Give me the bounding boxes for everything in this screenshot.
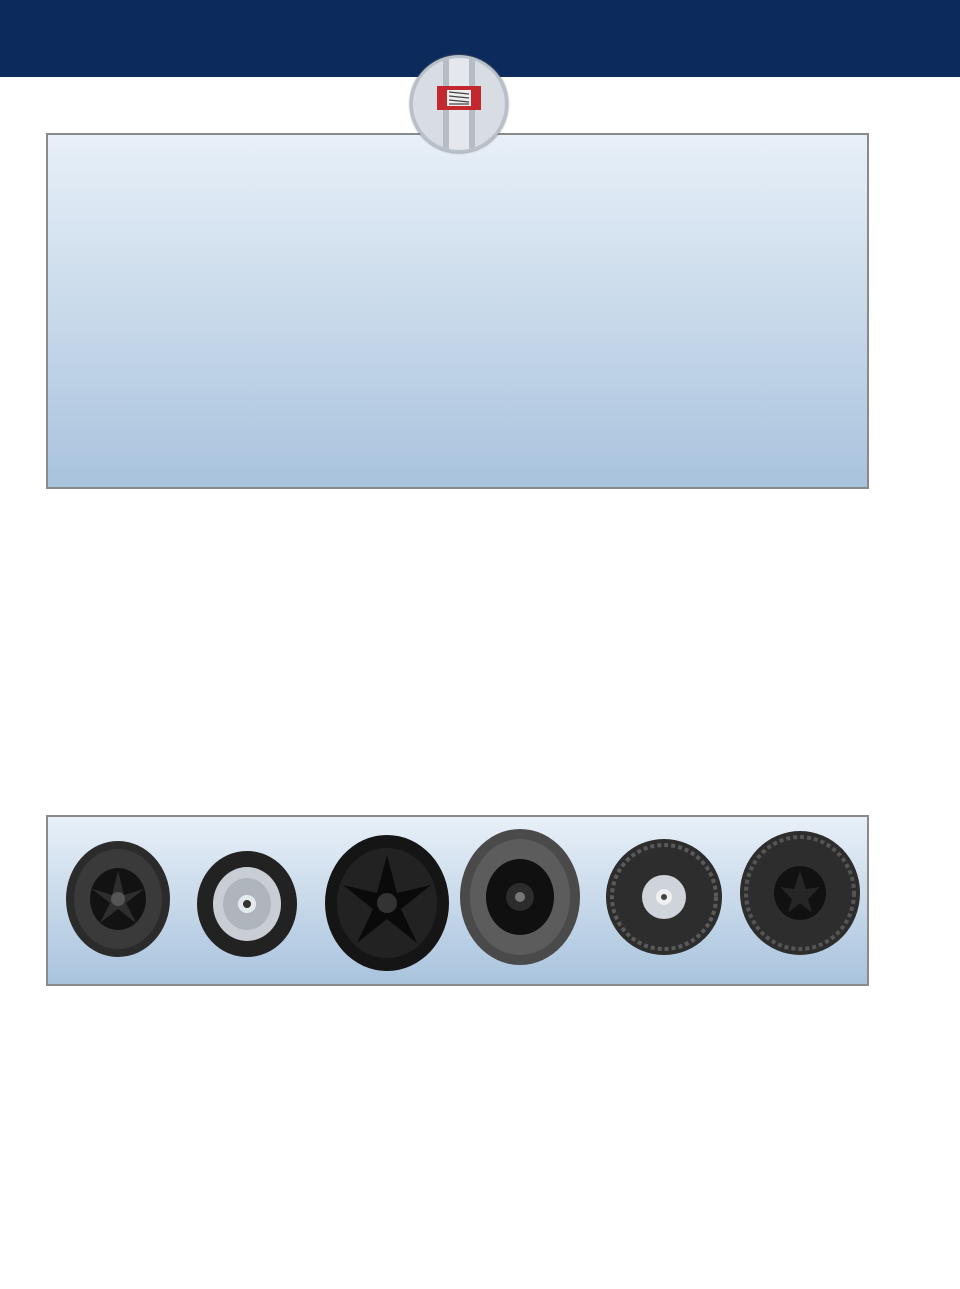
column-header [236, 1035, 355, 1055]
column-header [355, 513, 479, 533]
column-header [479, 513, 547, 533]
column-header [685, 1035, 776, 1055]
bearing-detail-image [410, 55, 508, 153]
column-header [46, 513, 112, 533]
column-header [776, 1035, 868, 1055]
jockey-wheels-illustration [48, 135, 867, 487]
table-header-row [46, 513, 868, 533]
column-header [685, 513, 776, 533]
column-header [46, 1035, 112, 1055]
loose-wheels-photo-panel [46, 815, 869, 986]
column-header [112, 1035, 236, 1055]
loose-wheel-spec-table [46, 1035, 868, 1055]
column-header [547, 513, 685, 533]
jockey-wheel-photo-panel [46, 133, 869, 489]
column-header [479, 1035, 547, 1055]
column-header [547, 1035, 685, 1055]
column-header [355, 1035, 479, 1055]
jockey-wheel-spec-table [46, 513, 868, 533]
column-header [236, 513, 355, 533]
table-header-row [46, 1035, 868, 1055]
column-header [112, 513, 236, 533]
loose-wheels-illustration [48, 817, 867, 984]
column-header [776, 513, 868, 533]
